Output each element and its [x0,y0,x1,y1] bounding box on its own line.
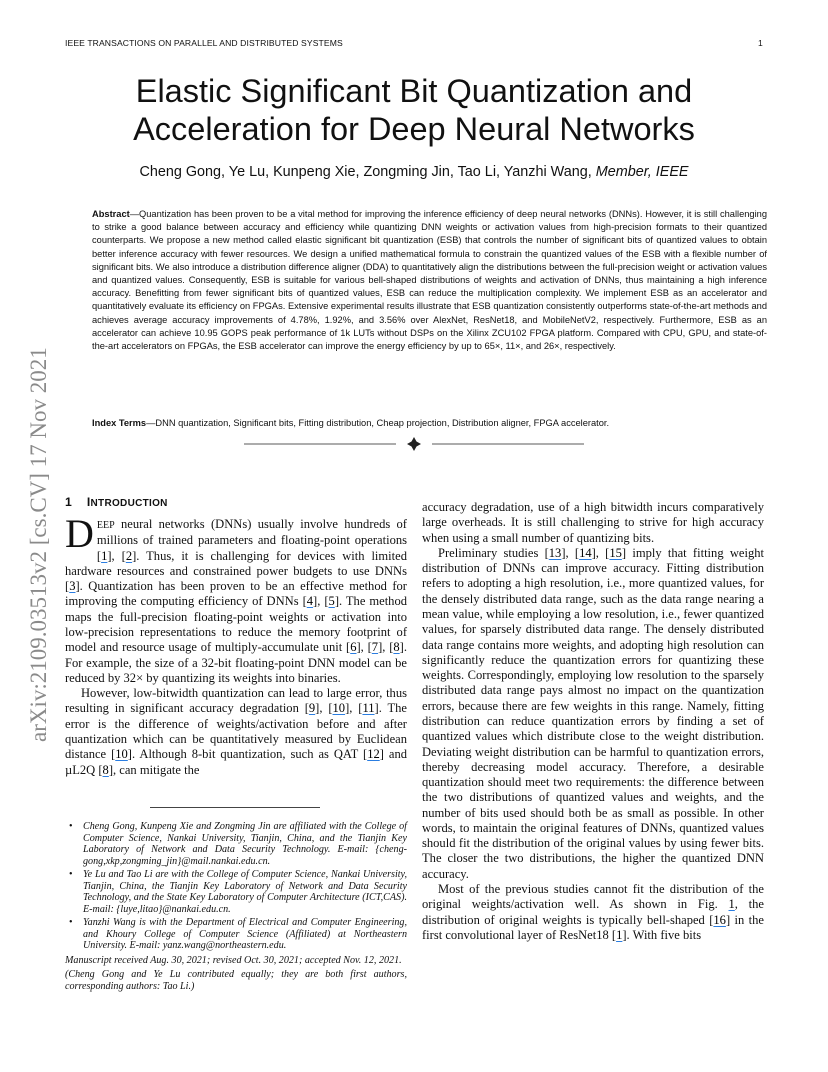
footnote-rule [150,807,320,808]
index-terms [92,418,767,428]
section-heading [65,495,168,509]
footnotes [65,821,407,992]
abstract-text: —Quantization has been proven to be a vital method for improving the inference efficiency of deep neural networks (DNNs). However, it is still challenging to strike a good balance between accuracy and efficiency while quantizing DNN weights or activation values from high-precision formats to their quantized counterparts. We propose a new method called elastic significant bit quantization (ESB) that controls the number of significant bits of quantized values to obtain better inference accuracy with fewer resources. We design a unified mathematical formula to constrain the quantized values of the ESB with a flexible number of significant bits. We also introduce a distribution difference aligner (DDA) to quantitatively align the distributions between the full-precision weight or activation values and quantized values. Consequently, ESB is suitable for various bell-shaped distributions of weights and activation of DNNs, thus maintaining a high inference accuracy. Benefitting from fewer significant bits of quantized values, ESB can reduce the multiplication complexity. We implement ESB as an accelerator and quantitatively evaluate its efficiency on FPGAs. Extensive experimental results illustrate that ESB quantization consistently outperforms state-of-the-art methods and achieves average accuracy improvements of 4.78%, 1.92%, and 3.56% over AlexNet, ResNet18, and MobileNetV2, respectively. Furthermore, ESB as an accelerator can achieve 10.95 GOPS peak performance of 1k LUTs without DSPs on the Xilinx ZCU102 FPGA platform. Compared with CPU, GPU, and state-of-the-art accelerators on FPGAs, the ESB accelerator can improve the energy efficiency by up to 65×, 11×, and 26×, respectively. [92,209,767,352]
abstract-label: Abstract [92,209,130,219]
left-paragraph-2: However, low-bitwidth quantization can lead to large error, thus resulting in significant accuracy degradation [9], [10], [11]. The error is the difference of weights/activation before and after quantization which can be quantitatively measured by Euclidean distance [10]. Although 8-bit quantization, such as QAT [12] and µL2Q [8], can mitigate the [65,686,407,777]
section-title: INTRODUCTION [86,495,168,509]
index-terms-text: —DNN quantization, Significant bits, Fitting distribution, Cheap projection, Distribution aligner, FPGA accelerator. [146,418,610,428]
left-column [65,511,407,778]
right-paragraph-2: Preliminary studies [13], [14], [15] imply that fitting weight distribution of DNNs can improve accuracy. Fitting distribution refers to adopting a high resolution, i.e., more quantized values, for the densely distributed data range, such as the data range nearing a mean value, while employing a low resolution, i.e., fewer quantized values, for sparsely distributed data range. The densely distributed data range contains more weights, and adopting high resolution can significantly reduce the quantization errors for quantizing these weights. Correspondingly, employing low resolution to the sparsely distributed data range pays almost no impact on the quantization errors, because there are few weights in this range. Namely, fitting distribution can reduce quantization errors by finding a set of quantized values which distribute close to the weight distribution. Deviating weight distribution can be harmful to quantization errors, thereby decreasing model accuracy. Therefore, a desirable quantization should meet two requirements: the difference between the two distributions of quantized values and weights, and the number of bits used should both be as small as possible. In other words, to maintain the original features of DNNs, quantized values should fit the distribution of the original values by using fewer bits. The closer the two distributions, the higher the quantized DNN accuracy. [422,545,764,881]
footnote-affiliation-3: • Yanzhi Wang is with the Department of Electrical and Computer Engineering, and Khoury College of Computer Science (Affiliated) at Northeastern University. E-mail: yanz.wang@northeastern.edu. [83,917,407,952]
arxiv-stamp[interactable] [18,270,56,750]
section-number: 1 [65,495,73,509]
left-paragraph-1: DEEP neural networks (DNNs) usually involve hundreds of millions of trained parameters and floating-point operations [1], [2]. Thus, it is challenging for devices with limited hardware resources and constrained power budgets to use DNNs [3]. Quantization has been proven to be an effective method for improving the computing efficiency of DNNs [4], [5]. The method maps the full-precision floating-point weights or activation into low-precision representations to reduce the memory footprint of model and resource usage of multiply-accumulate unit [6], [7], [8]. For example, the size of a 32-bit floating-point DNN model can be reduced by 32× by quantizing its weights into binaries. [65,511,407,685]
running-head: IEEE TRANSACTIONS ON PARALLEL AND DISTRIBUTED SYSTEMS [65,38,343,48]
contribution-note: (Cheng Gong and Ye Lu contributed equally; they are both first authors, corresponding authors: Tao Li.) [65,969,407,992]
section-divider [244,437,584,451]
page-number: 1 [758,38,763,48]
author-names: Cheng Gong, Ye Lu, Kunpeng Xie, Zongming Jin, Tao Li, Yanzhi Wang, [139,164,592,180]
right-paragraph-1: accuracy degradation, use of a high bitwidth incurs comparatively large overheads. It is still challenging to strive for high accuracy when using a small number of quantizing bits. [422,500,764,545]
manuscript-note: Manuscript received Aug. 30, 2021; revised Oct. 30, 2021; accepted Nov. 12, 2021. [65,954,402,966]
right-column [422,500,764,943]
arxiv-id[interactable]: arXiv:2109.03513v2 [cs.CV] 17 Nov 2021 [26,347,51,742]
index-terms-label: Index Terms [92,418,147,428]
author-list [90,164,738,180]
footnote-affiliation-1: • Cheng Gong, Kunpeng Xie and Zongming Jin are affiliated with the College of Computer Science, Nankai University, Tianjin, China, and the Tianjin Key Laboratory of Network and Data Security Technology. E-mail: {cheng-gong,xkp,zongming_jin}@mail.nankai.edu.cn. [83,821,407,867]
paper-title: Elastic Significant Bit Quantization and Acceleration for Deep Neural Networks [133,73,695,147]
right-paragraph-3: Most of the previous studies cannot fit the distribution of the original weights/activation well. As shown in Fig. 1, the distribution of original weights is typically bell-shaped [16] in the first convolutional layer of ResNet18 [1]. With five bits [422,882,765,942]
footnote-affiliation-2: • Ye Lu and Tao Li are with the College of Computer Science, Nankai University, Tianjin, China, the Tianjin Key Laboratory of Network and Data Security Technology, and the State Key Laboratory of Computer Architecture (ICT,CAS). E-mail: {luye,litao}@nankai.edu.cn. [83,869,407,915]
abstract [92,208,767,353]
author-membership: Member, IEEE [595,164,689,180]
